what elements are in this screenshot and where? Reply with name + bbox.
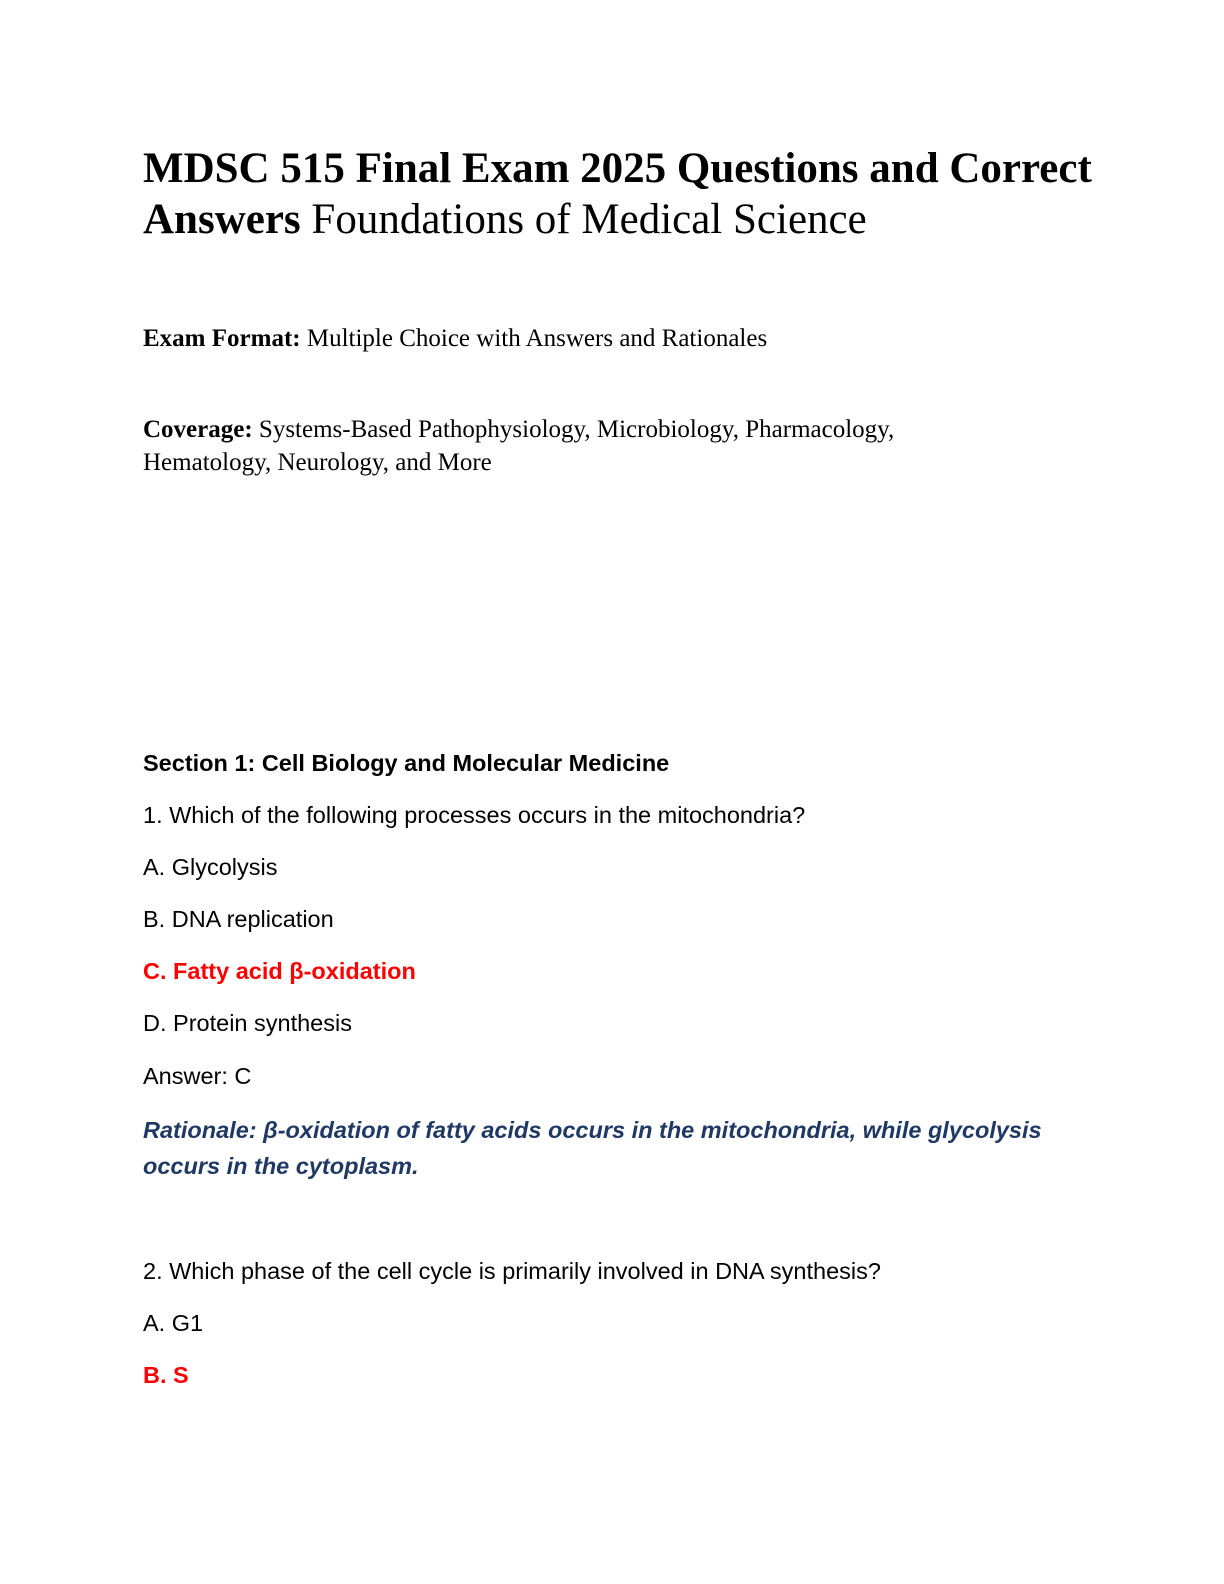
question-2-option-b-correct: B. S	[143, 1362, 189, 1388]
section-heading: Section 1: Cell Biology and Molecular Medicine	[143, 750, 670, 776]
exam-format-value: Multiple Choice with Answers and Rationales	[306, 325, 768, 352]
coverage-value-line1: Systems-Based Pathophysiology, Microbiology, Pharmacology,	[258, 416, 895, 443]
question-1-option-d: D. Protein synthesis	[143, 1010, 352, 1036]
coverage-label: Coverage:	[143, 416, 253, 443]
document-title	[143, 143, 1103, 245]
title-bold-part: MDSC 515 Final Exam 2025 Questions and Correct Answers	[143, 145, 1092, 243]
coverage-line	[143, 413, 1103, 446]
rationale-line-1: Rationale: β-oxidation of fatty acids occurs in the mitochondria, while glycolysis	[143, 1117, 1042, 1143]
question-1-rationale	[143, 1112, 1083, 1184]
question-1-option-c-correct: C. Fatty acid β-oxidation	[143, 958, 416, 984]
title-subtitle-part: Foundations of Medical Science	[311, 196, 867, 243]
coverage-value-line2: Hematology, Neurology, and More	[143, 449, 492, 476]
question-1-option-b: B. DNA replication	[143, 906, 334, 932]
coverage-line-2	[143, 446, 1103, 479]
question-2-stem: 2. Which phase of the cell cycle is primarily involved in DNA synthesis?	[143, 1258, 881, 1284]
exam-format-line	[143, 322, 1103, 355]
question-1-option-a: A. Glycolysis	[143, 854, 278, 880]
question-1-answer: Answer: C	[143, 1063, 252, 1089]
question-1-stem: 1. Which of the following processes occurs in the mitochondria?	[143, 802, 806, 828]
exam-format-label: Exam Format:	[143, 325, 301, 352]
question-2-option-a: A. G1	[143, 1310, 204, 1336]
rationale-line-2: occurs in the cytoplasm.	[143, 1153, 419, 1179]
